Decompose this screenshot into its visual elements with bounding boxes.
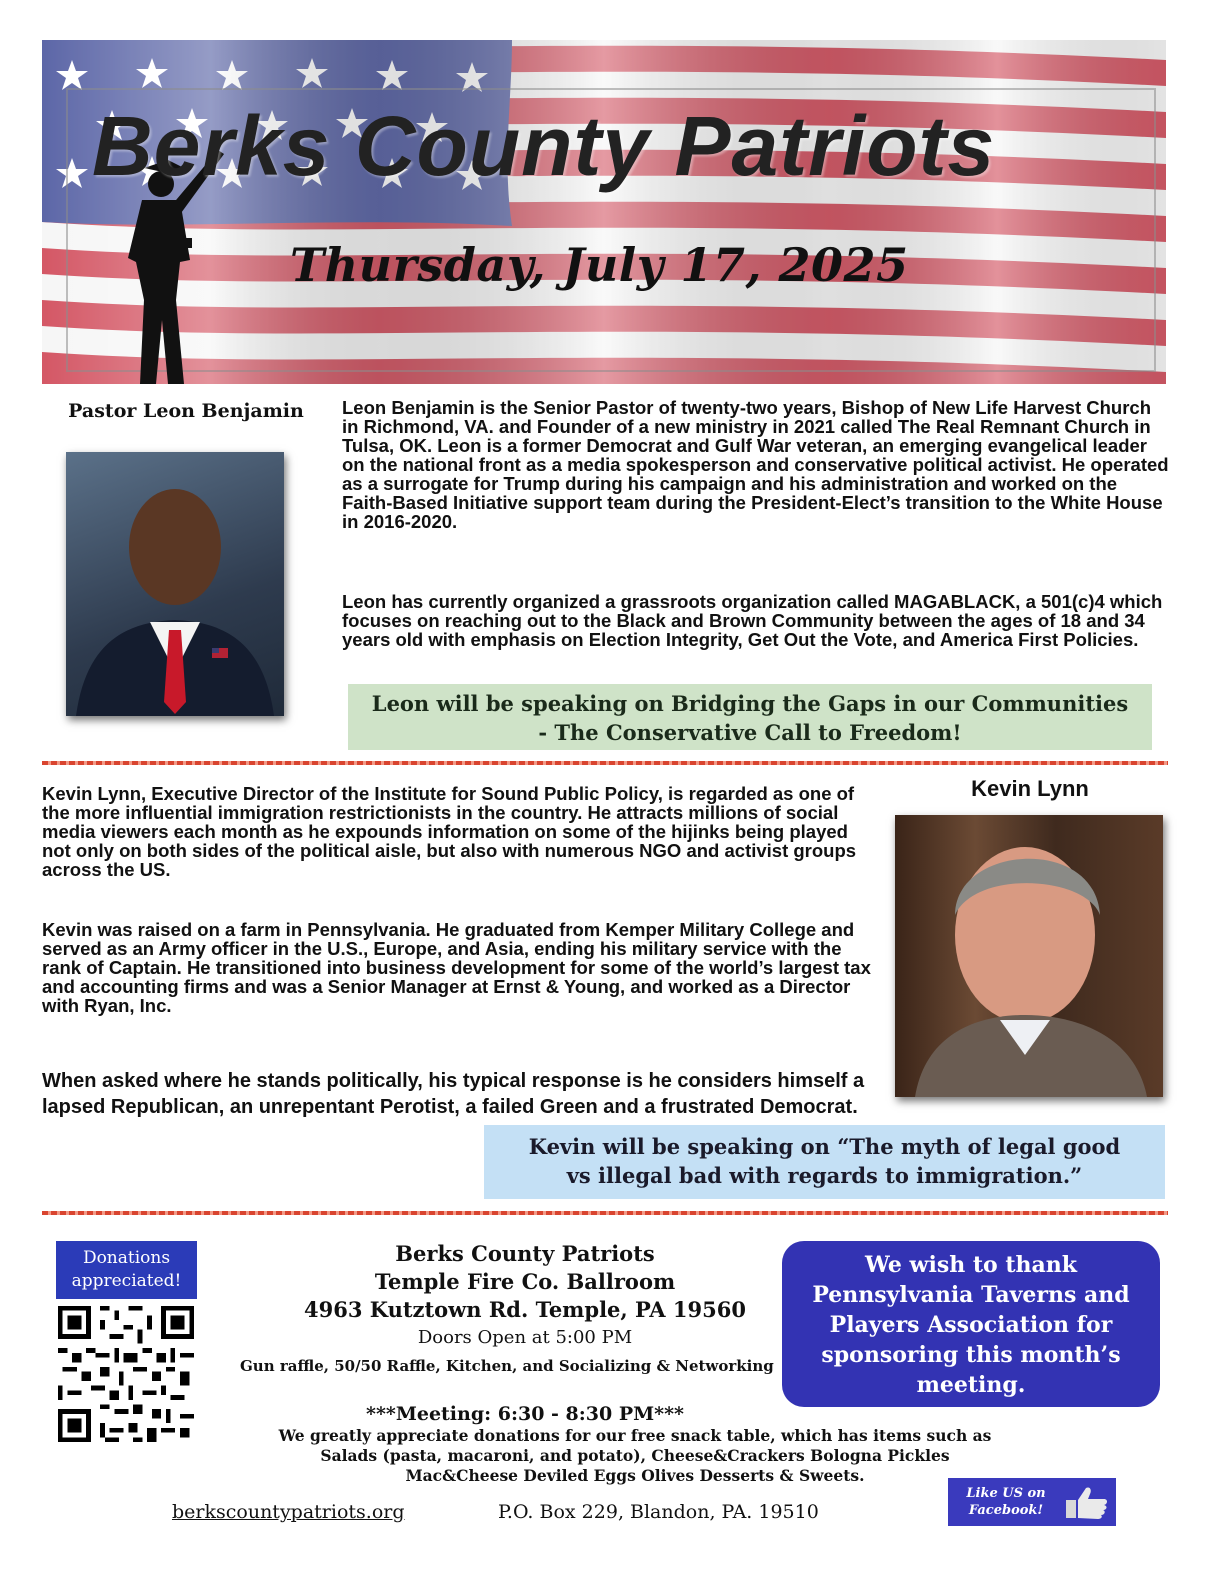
venue-organization: Berks County Patriots — [395, 1241, 655, 1266]
flag-banner — [42, 40, 1166, 384]
topic-line: - The Conservative Call to Freedom! — [538, 720, 962, 745]
mailing-address: P.O. Box 229, Blandon, PA. 19510 — [498, 1501, 819, 1523]
snack-line: Mac&Cheese Deviled Eggs Olives Desserts & Sweets. — [405, 1466, 865, 1485]
snack-table-note — [212, 1426, 1058, 1486]
speaker2-bio-paragraph: Kevin Lynn, Executive Director of the Institute for Sound Public Policy, is regarded as one of the more influential immigration restrictionists in the country. He attracts millions of social media viewers each month as he expounds information on some of the hijinks being played not only on both sides of the political aisle, but also with numerous NGO and activist groups across the US. — [42, 783, 857, 880]
doors-open-time: Doors Open at 5:00 PM — [417, 1327, 633, 1348]
thumbs-up-icon — [1062, 1484, 1110, 1520]
activities-text: Gun raffle, 50/50 Raffle, Kitchen, and Socializing & Networking — [240, 1357, 774, 1375]
speaker1-bio-paragraph: Leon Benjamin is the Senior Pastor of twenty-two years, Bishop of New Life Harvest Church in Richmond, VA. and Founder of a new ministry in 2021 called The Real Remnant Church in Tulsa, OK. Leon is a former Democrat and Gulf War veteran, an emerging evangelical leader on the national front as a media spokesperson and conservative political activist. He operated as a surrogate for Trump during his campaign and his administration and worked on the Faith-Based Initiative support team during the President-Elect’s transition to the White House in 2016-2020. — [342, 397, 1169, 532]
meeting-time: ***Meeting: 6:30 - 8:30 PM*** — [366, 1403, 684, 1425]
website-link[interactable]: berkscountypatriots.org — [172, 1501, 405, 1523]
speaker1-photo — [66, 452, 284, 716]
speaker1-topic-callout — [348, 684, 1152, 750]
banner-title: Berks County Patriots — [92, 99, 996, 193]
topic-line: Leon will be speaking on Bridging the Gaps in our Communities — [371, 691, 1129, 716]
facebook-label: Like US on Facebook! — [966, 1486, 1046, 1518]
snack-line: Salads (pasta, macaroni, and potato), Cheese&Crackers Bologna Pickles — [320, 1446, 950, 1465]
snack-line: We greatly appreciate donations for our free snack table, which has items such as — [278, 1426, 992, 1445]
topic-line: Kevin will be speaking on “The myth of legal good — [528, 1134, 1121, 1159]
speaker1-portrait-graphic — [66, 452, 284, 716]
section-divider — [42, 1211, 1168, 1215]
speaker1-name: Pastor Leon Benjamin — [68, 400, 304, 422]
event-date: Thursday, July 17, 2025 — [290, 238, 909, 292]
speaker2-name: Kevin Lynn — [971, 776, 1089, 801]
venue-address: 4963 Kutztown Rd. Temple, PA 19560 — [304, 1297, 746, 1322]
facebook-like-button[interactable] — [948, 1478, 1116, 1526]
venue-hall: Temple Fire Co. Ballroom — [374, 1269, 676, 1294]
topic-line: vs illegal bad with regards to immigration.” — [566, 1163, 1083, 1188]
speaker2-bio-paragraph: When asked where he stands politically, his typical response is he considers himself a lapsed Republican, an unrepentant Perotist, a failed Green and a frustrated Democrat. — [42, 1070, 865, 1118]
sponsor-thanks-box: We wish to thank Pennsylvania Taverns and Players Association for sponsoring this month’s meeting. — [782, 1241, 1160, 1407]
speaker2-portrait-graphic — [895, 815, 1163, 1097]
donations-label: Donations appreciated! — [56, 1241, 197, 1299]
qr-code-icon[interactable] — [58, 1306, 194, 1442]
speaker2-bio-paragraph: Kevin was raised on a farm in Pennsylvania. He graduated from Kemper Military College and served as an Army officer in the U.S., Europe, and Asia, ending his military service with the rank of Captain. He transitioned into business development for some of the world’s largest tax and accounting firms and was a Senior Manager at Ernst & Young, and worked as a Director with Ryan, Inc. — [42, 919, 871, 1016]
section-divider — [42, 761, 1168, 765]
speaker1-bio-paragraph: Leon has currently organized a grassroots organization called MAGABLACK, a 501(c)4 which focuses on reaching out to the Black and Brown Community between the ages of 18 and 34 years old with emphasis on Election Integrity, Get Out the Vote, and America First Policies. — [342, 591, 1163, 650]
speaker2-photo — [895, 815, 1163, 1097]
speaker2-topic-callout — [484, 1125, 1165, 1199]
